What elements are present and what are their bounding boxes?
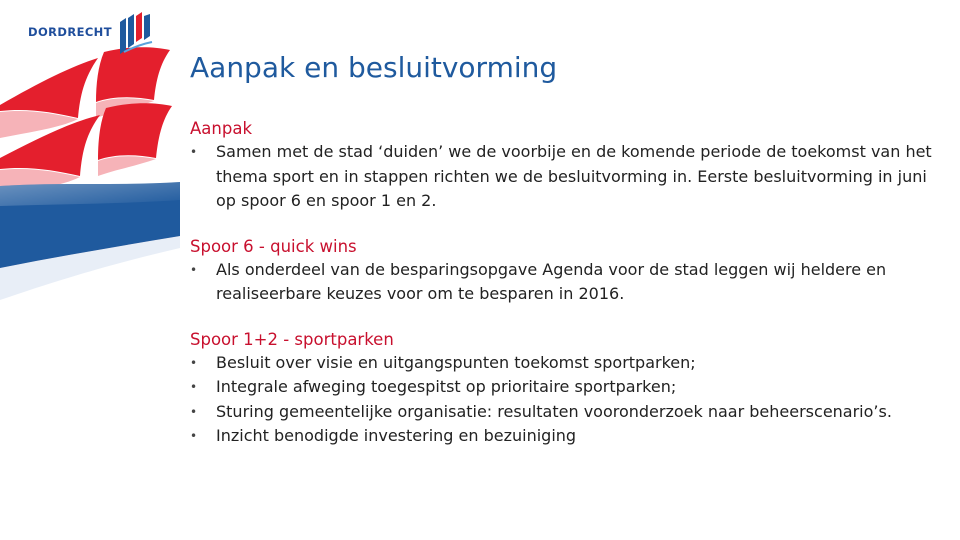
bullet-text: Samen met de stad ‘duiden’ we de voorbije en de komende periode de toekomst van het thema sport en in stappen richten we de besluitvorming in. Eerste besluitvorming in juni op spoor 6 en spoor 1 en 2. <box>216 142 932 210</box>
logo-emblem-icon <box>116 12 160 56</box>
section-spoor-1-2 <box>190 329 950 449</box>
bullet-item <box>190 351 950 376</box>
bullet-text: Sturing gemeentelijke organisatie: resultaten vooronderzoek naar beheerscenario’s. <box>216 401 892 421</box>
bullet-icon: • <box>190 429 198 443</box>
logo-wordmark: DORDRECHT <box>28 25 112 39</box>
bullet-text: Integrale afweging toegespitst op prioritaire sportparken; <box>216 377 677 396</box>
bullet-list <box>190 258 950 307</box>
bullet-list <box>190 140 950 214</box>
bullet-item <box>190 400 950 425</box>
section-spoor-6 <box>190 236 950 307</box>
slide-title: Aanpak en besluitvorming <box>190 51 558 84</box>
slide-body <box>190 118 950 449</box>
section-heading: Spoor 1+2 - sportparken <box>190 329 394 349</box>
bullet-item <box>190 140 950 214</box>
section-aanpak <box>190 118 950 214</box>
city-flag-graphic <box>0 0 180 540</box>
bullet-item <box>190 424 950 449</box>
section-heading: Aanpak <box>190 119 252 138</box>
bullet-text: Besluit over visie en uitgangspunten toekomst sportparken; <box>216 352 696 372</box>
section-heading: Spoor 6 - quick wins <box>190 236 357 256</box>
bullet-icon: • <box>190 404 198 419</box>
bullet-item <box>190 375 950 400</box>
bullet-list <box>190 351 950 449</box>
bullet-icon: • <box>190 355 198 370</box>
bullet-item <box>190 258 950 307</box>
bullet-icon: • <box>190 380 198 394</box>
bullet-icon: • <box>190 262 198 277</box>
bullet-text: Als onderdeel van de besparingsopgave Agenda voor de stad leggen wij heldere en realiseerbare keuzes voor om te besparen in 2016. <box>216 259 887 303</box>
dordrecht-logo <box>28 12 168 56</box>
bullet-text: Inzicht benodigde investering en bezuiniging <box>216 426 577 445</box>
blue-wave-bottom <box>0 182 180 300</box>
bullet-icon: • <box>190 145 198 159</box>
